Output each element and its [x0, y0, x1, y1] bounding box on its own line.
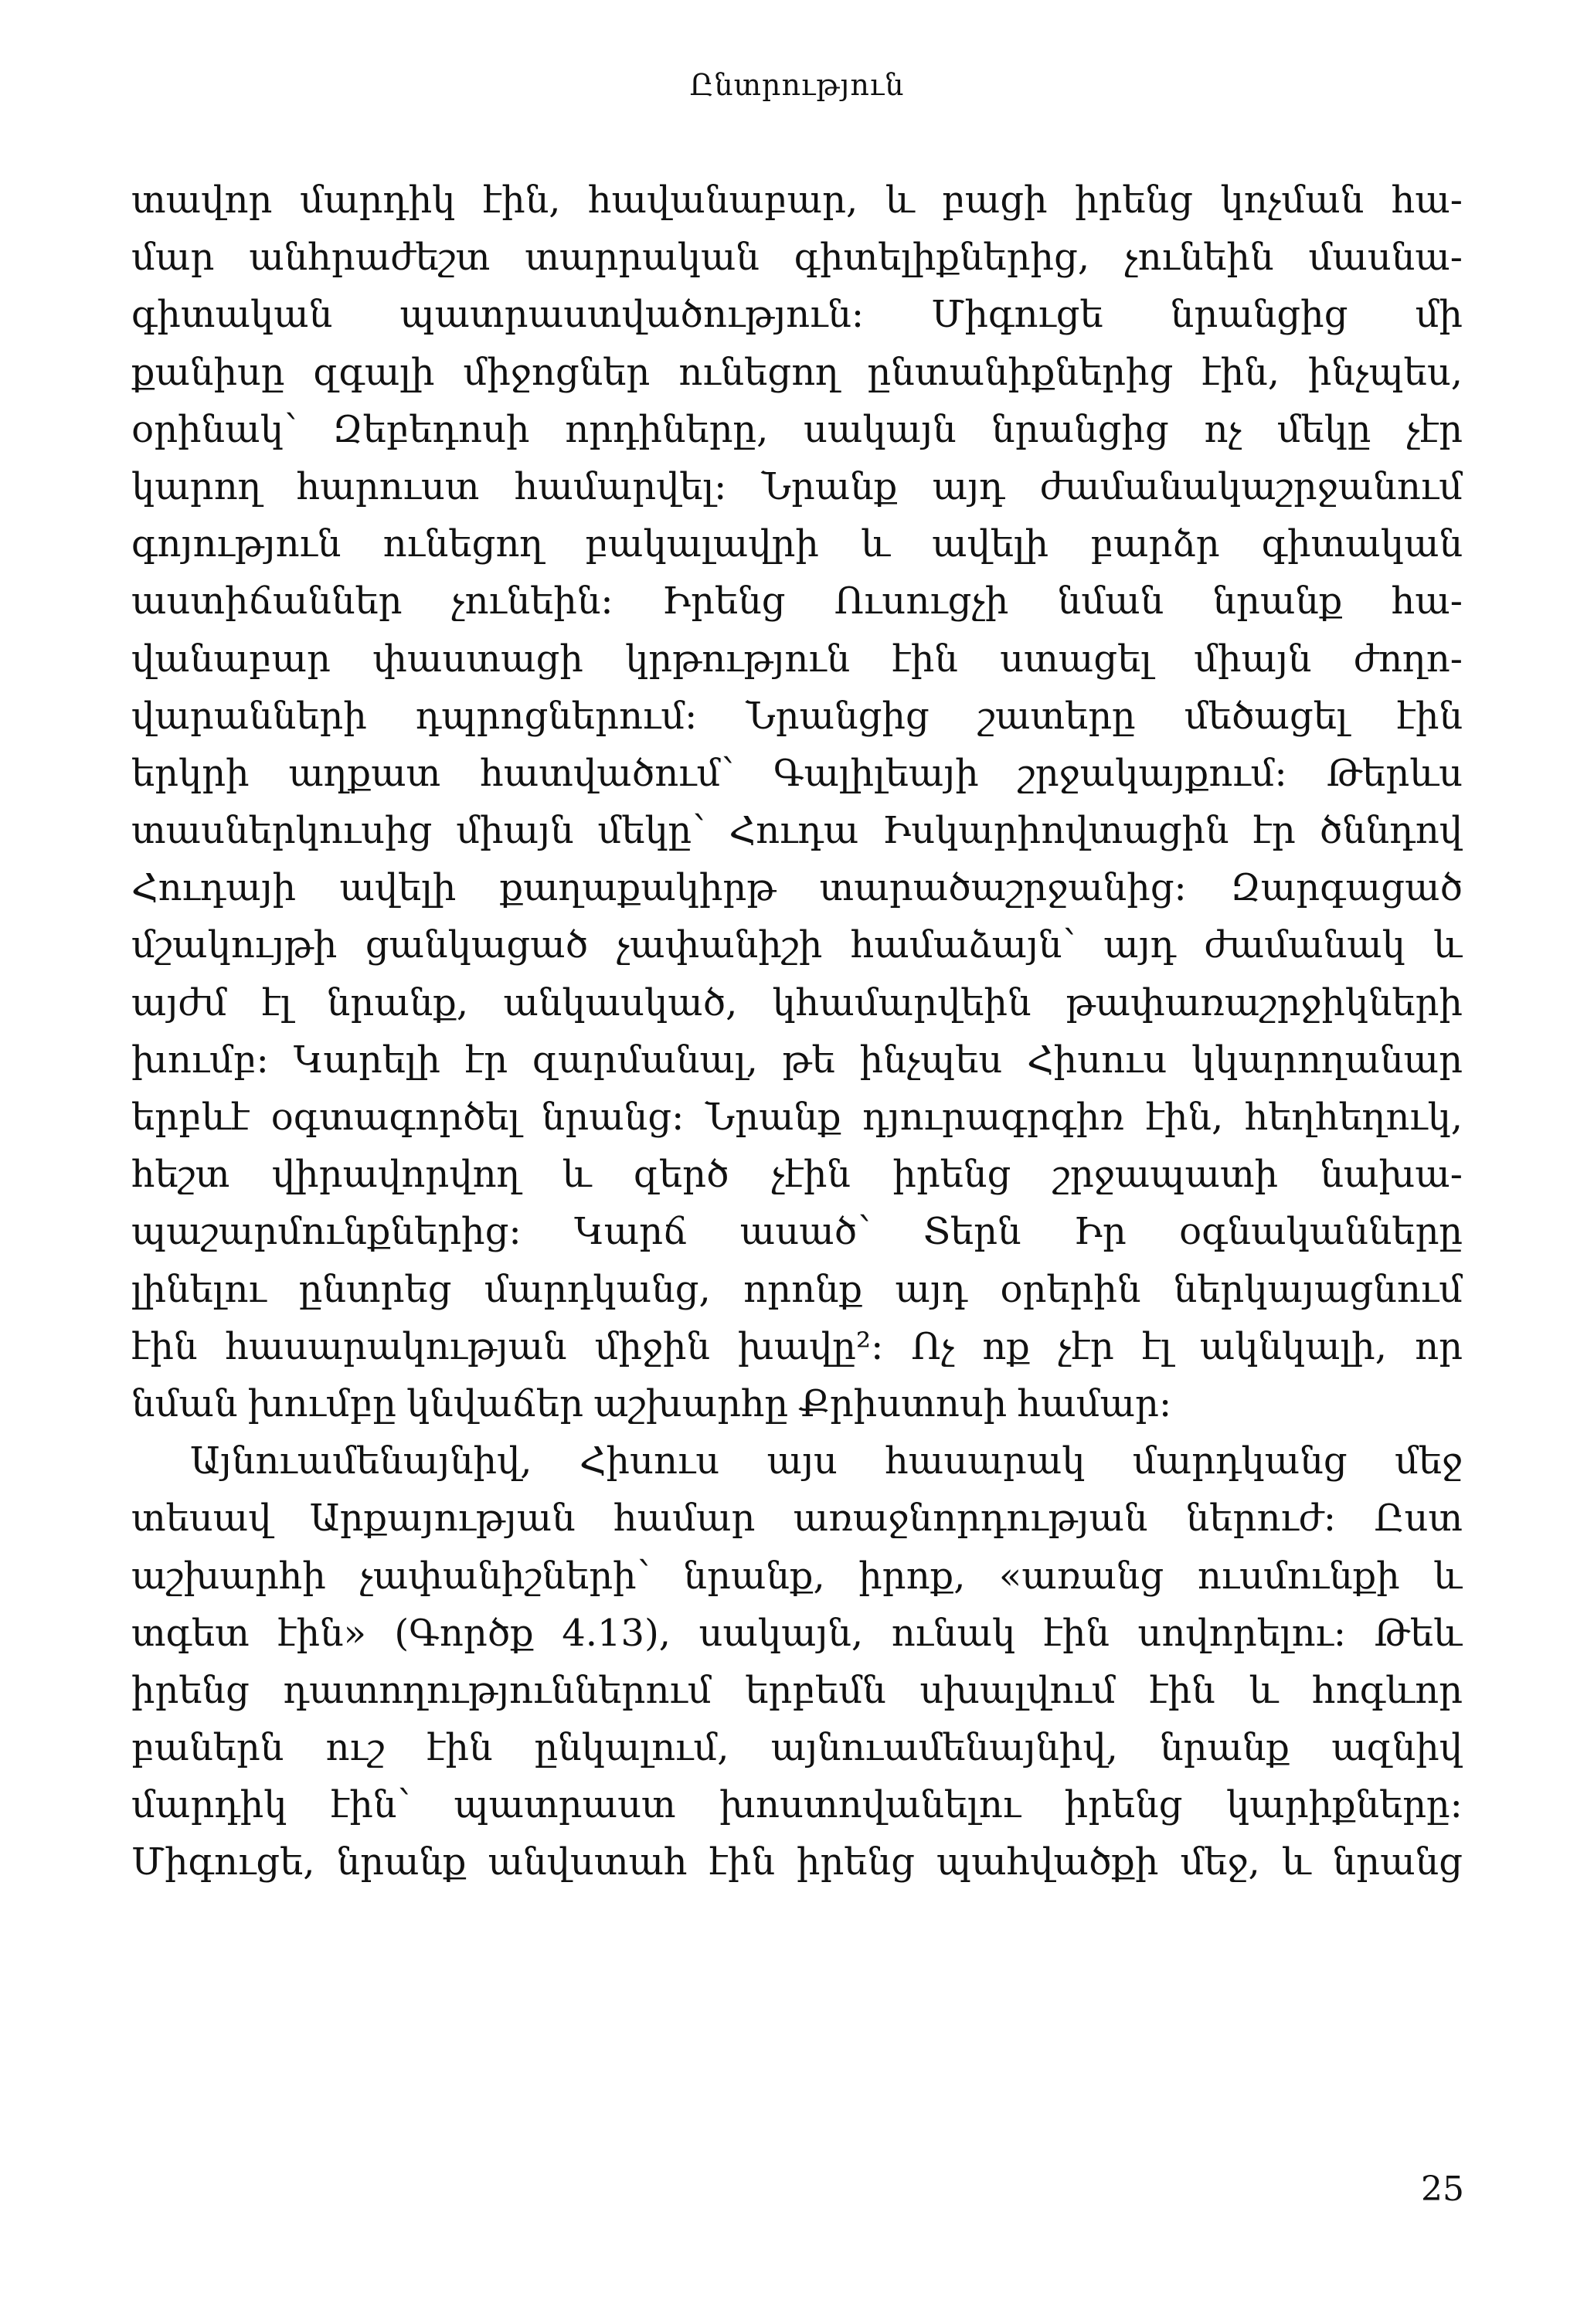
- text-line: երկրի աղքատ հատվածում՝ Գալիլեայի շրջակայքում։ Թերևս: [131, 751, 1463, 795]
- text-line: տավոր մարդիկ էին, հավանաբար, և բացի իրենց կոչման հա-: [131, 178, 1463, 222]
- running-header: Ընտրություն: [689, 68, 905, 102]
- text-line: վարանների դպրոցներում։ Նրանցից շատերը մեծացել էին: [131, 694, 1463, 738]
- text-line: բաներն ուշ էին ընկալում, այնուամենայնիվ, նրանք ազնիվ: [131, 1726, 1463, 1770]
- text-line: մար անհրաժեշտ տարրական գիտելիքներից, չունեին մասնա-: [131, 236, 1463, 280]
- text-line: տգետ էին» (Գործք 4.13), սակայն, ունակ էին սովորելու։ Թեև: [131, 1611, 1463, 1655]
- text-line: խումբ։ Կարելի էր զարմանալ, թե ինչպես Հիսուս կկարողանար: [131, 1038, 1463, 1082]
- text-line: մշակույթի ցանկացած չափանիշի համաձայն՝ այդ ժամանակ և: [131, 923, 1463, 967]
- text-line: գոյություն ունեցող բակալավրի և ավելի բարձր գիտական: [131, 522, 1463, 566]
- text-line: պաշարմունքներից։ Կարճ ասած՝ Տերն Իր օգնականները: [131, 1210, 1463, 1254]
- text-line: Այնուամենայնիվ, Հիսուս այս հասարակ մարդկանց մեջ: [190, 1439, 1463, 1483]
- page-number: 25: [1421, 2169, 1464, 2209]
- text-line: գիտական պատրաստվածություն։ Միգուցե նրանցից մի: [131, 293, 1463, 337]
- text-line: նման խումբը կնվաճեր աշխարհը Քրիստոսի համար։: [131, 1381, 1172, 1425]
- text-line: աստիճաններ չունեին։ Իրենց Ուսուցչի նման նրանք հա-: [131, 579, 1463, 623]
- text-line: տասներկուսից միայն մեկը՝ Հուդա Իսկարիովտացին էր ծննդով: [131, 809, 1463, 853]
- text-line: Միգուցե, նրանք անվստահ էին իրենց պահվածքի մեջ, և նրանց: [131, 1840, 1463, 1884]
- text-line: հեշտ վիրավորվող և զերծ չէին իրենց շրջապատի նախա-: [131, 1153, 1463, 1197]
- text-line: քանիսը զգալի միջոցներ ունեցող ընտանիքներից էին, ինչպես,: [131, 350, 1463, 394]
- text-line: տեսավ Արքայության համար առաջնորդության ներուժ։ Ըստ: [131, 1497, 1463, 1541]
- text-line: լինելու ընտրեց մարդկանց, որոնք այդ օրերին ներկայացնում: [131, 1267, 1463, 1311]
- text-line: էին հասարակության միջին խավը²։ Ոչ ոք չէր էլ ակնկալի, որ: [131, 1324, 1463, 1368]
- text-line: իրենց դատողություններում երբեմն սխալվում էին և հոգևոր: [131, 1668, 1463, 1712]
- text-line: այժմ էլ նրանք, անկասկած, կհամարվեին թափառաշրջիկների: [131, 980, 1463, 1024]
- text-line: Հուդայի ավելի քաղաքակիրթ տարածաշրջանից։ Զարգացած: [131, 866, 1463, 910]
- body-text: [131, 172, 1463, 1891]
- text-line: աշխարհի չափանիշների՝ նրանք, իրոք, «առանց ուսմունքի և: [131, 1554, 1463, 1598]
- text-line: երբևէ օգտագործել նրանց։ Նրանք դյուրագրգիռ էին, հեղհեղուկ,: [131, 1096, 1463, 1139]
- text-line: կարող հարուստ համարվել։ Նրանք այդ ժամանակաշրջանում: [131, 464, 1463, 508]
- text-line: օրինակ՝ Զեբեդոսի որդիները, սակայն նրանցից ոչ մեկը չէր: [131, 407, 1463, 451]
- text-line: մարդիկ էին՝ պատրաստ խոստովանելու իրենց կարիքները։: [131, 1783, 1463, 1827]
- text-line: վանաբար փաստացի կրթություն էին ստացել միայն ժողո-: [131, 637, 1463, 681]
